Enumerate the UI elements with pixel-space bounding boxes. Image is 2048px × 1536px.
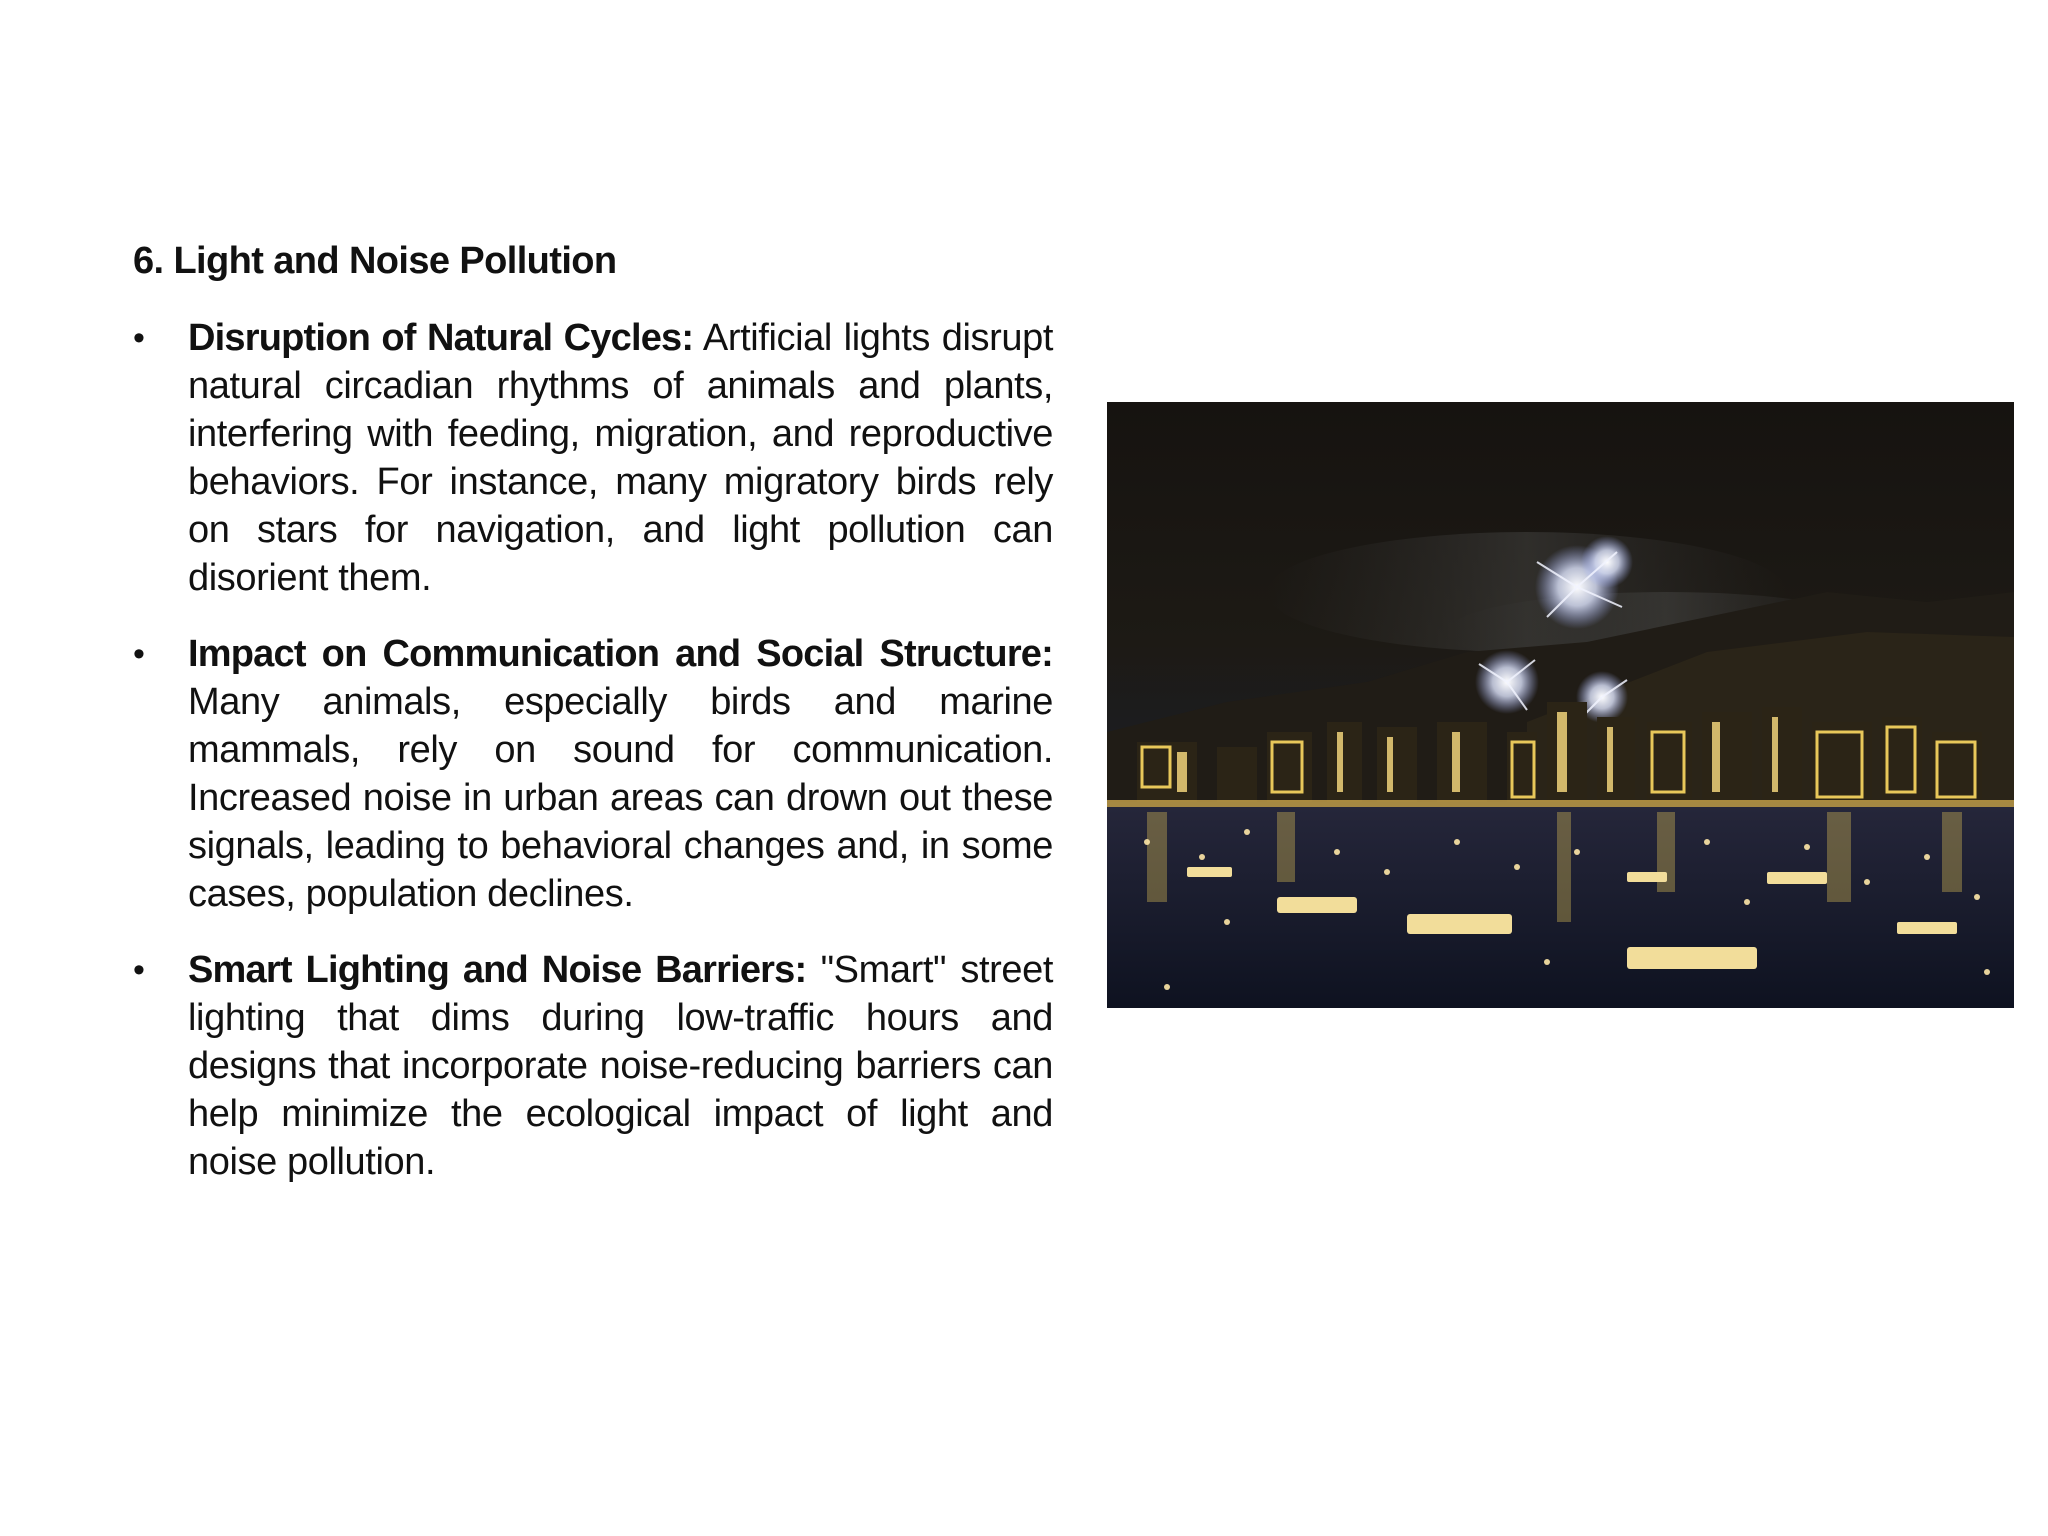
bullet-term: Impact on Communication and Social Structure: <box>188 633 1053 675</box>
bullet-list <box>133 314 1053 1186</box>
bullet-text: Artificial lights disrupt natural circadian rhythms of animals and plants, interfering with feeding, migration, and reproductive behaviors. For instance, many migratory birds rely on stars for navigation, and light pollution can disorient them. <box>188 317 1053 599</box>
section-heading: 6. Light and Noise Pollution <box>133 240 617 282</box>
bullet-text: "Smart" street lighting that dims during low-traffic hours and designs that incorporate noise-reducing barriers can help minimize the ecological impact of light and noise pollution. <box>188 949 1053 1183</box>
bullet-icon: • <box>133 635 145 673</box>
bullet-term: Disruption of Natural Cycles: <box>188 317 694 359</box>
bullet-text: Many animals, especially birds and marine mammals, rely on sound for communication. Increased noise in urban areas can drown out these signals, leading to behavioral changes and, in some cases, population declines. <box>188 681 1053 915</box>
bullet-term: Smart Lighting and Noise Barriers: <box>188 949 807 991</box>
photo-illustration <box>1107 402 2014 1008</box>
bullet-item <box>133 314 1053 602</box>
bullet-icon: • <box>133 951 145 989</box>
text-column <box>133 232 1053 1214</box>
bullet-item <box>133 630 1053 918</box>
bullet-icon: • <box>133 319 145 357</box>
night-city-fireworks-photo <box>1107 402 2014 1008</box>
bullet-item <box>133 946 1053 1186</box>
